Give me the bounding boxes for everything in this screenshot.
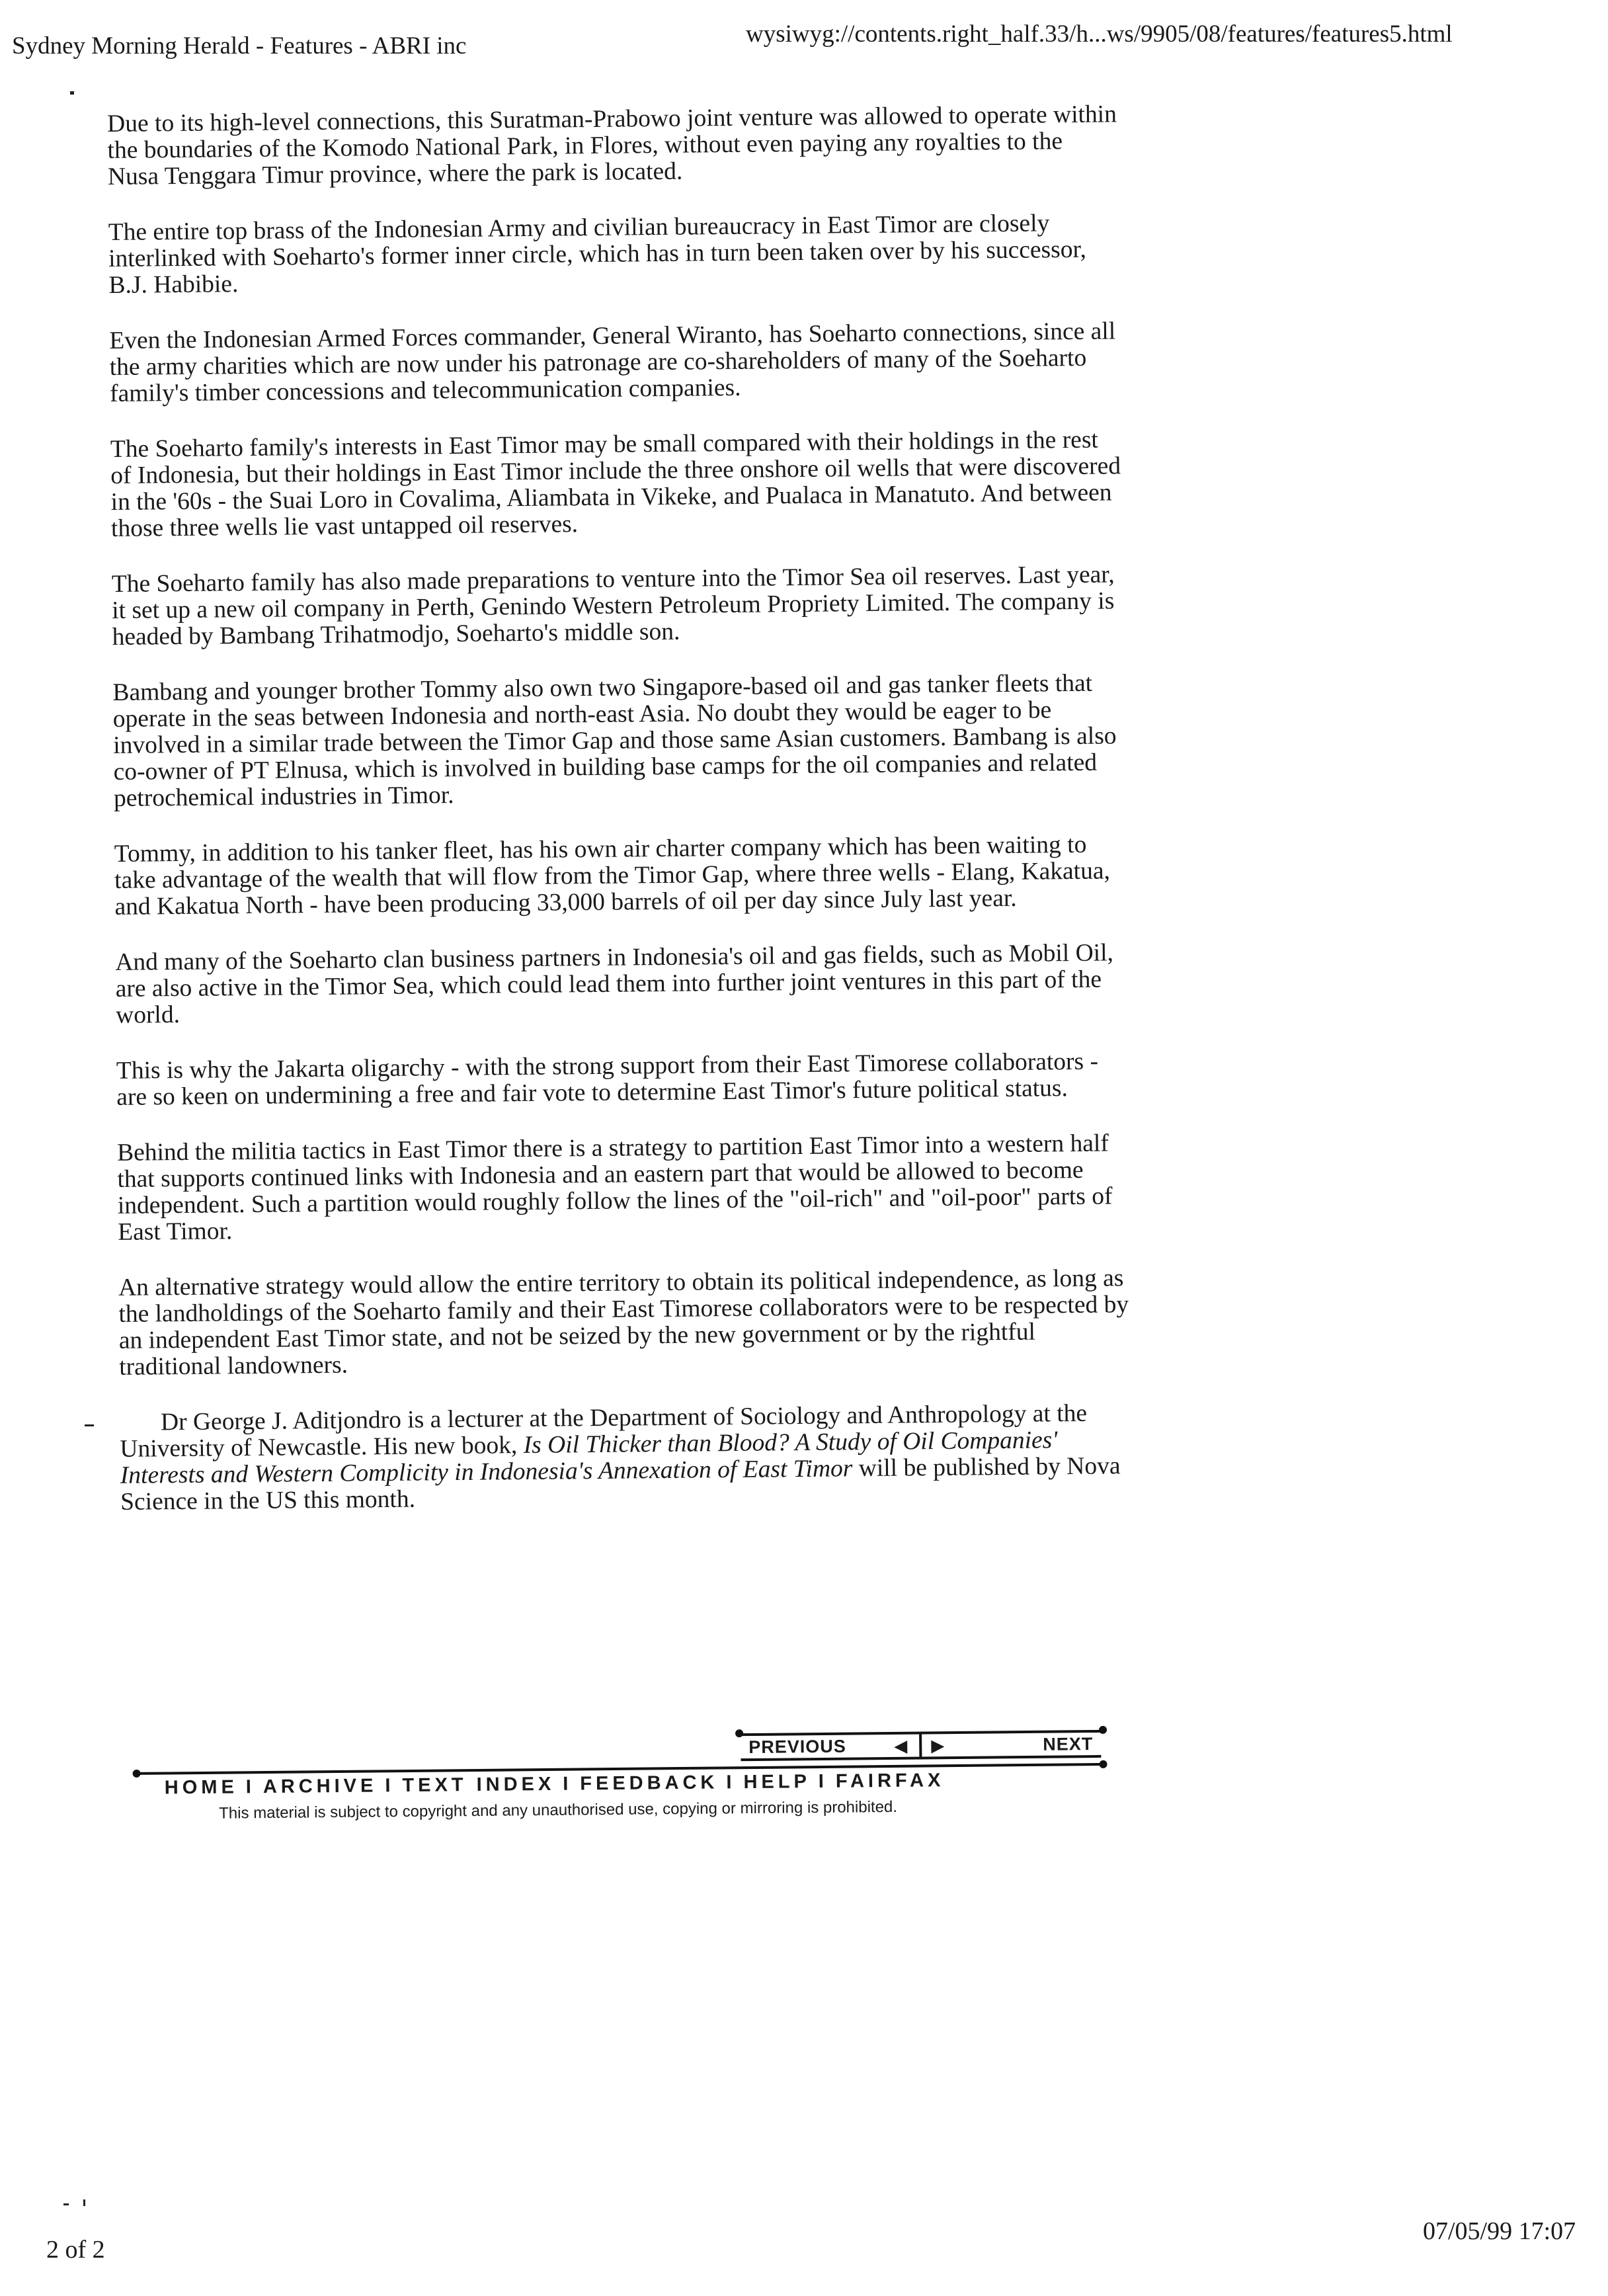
nav-link-fairfax[interactable]: FAIRFAX: [835, 1770, 945, 1792]
article-paragraph: Bambang and younger brother Tommy also own two Singapore-based oil and gas tanker fleets that operate in the seas between Indonesia and north-east Asia. No doubt they would be eager to be involved in a similar trade between the Timor Gap and those same Asian customers. Bambang is also co-owner of PT Elnusa, which is involved in building base camps for the oil companies and related petrochemical industries in Timor.: [112, 669, 1117, 812]
prev-next-divider: [919, 1735, 922, 1757]
article-paragraph: An alternative strategy would allow the entire territory to obtain its political independence, as long as the landholdings of the Soeharto family and their East Timorese collaborators were to be respected by an independent East Timor state, and not be seized by the new government or by the rightful traditional landowners.: [118, 1264, 1129, 1381]
arrow-left-icon[interactable]: ◀: [894, 1735, 908, 1756]
book-title: Is Oil Thicker than Blood? A Study of Oil Companies' Interests and Western Complicity in Indonesia's Annexation of East Timor: [120, 1426, 1058, 1489]
copyright-notice: This material is subject to copyright and any unauthorised use, copying or mirroring is prohibited.: [219, 1797, 898, 1823]
author-bio: [120, 1400, 1132, 1516]
author-bio-outro: will be published by Nova Science in the US this month.: [120, 1452, 1121, 1516]
next-button[interactable]: NEXT: [1043, 1734, 1094, 1754]
article-paragraph: Due to its high-level connections, this Suratman-Prabowo joint venture was allowed to operate within the boundaries of the Komodo National Park, in Flores, without even paying any royalties to the Nusa Tenggara Timur province, where the park is located.: [106, 101, 1117, 190]
article-paragraph: Tommy, in addition to his tanker fleet, has his own air charter company which has been waiting to take advantage of the wealth that will flow from the Timor Gap, where three wells - Elang, Kakatua, and Kakatua North - have been producing 33,000 barrels of oil per day since July last year.: [114, 831, 1111, 921]
article-body: [107, 101, 1133, 1545]
article-paragraph: Behind the militia tactics in East Timor there is a strategy to partition East Timor into a western half that supports continued links with Indonesia and an eastern part that would be allowed to become independent. Such a partition would roughly follow the lines of the "oil-rich" and "oil-poor" parts of East Timor.: [116, 1129, 1113, 1246]
scan-mark: [63, 2203, 69, 2205]
article-paragraph: This is why the Jakarta oligarchy - with the strong support from their East Timorese collaborators - are so keen on undermining a free and fair vote to determine East Timor's future political status.: [116, 1047, 1099, 1111]
prev-next-bar: [741, 1730, 1101, 1761]
site-navigation: [132, 1722, 1111, 1830]
nav-link-archive[interactable]: ARCHIVE: [262, 1775, 378, 1798]
article-paragraph: Even the Indonesian Armed Forces commander, General Wiranto, has Soeharto connections, since all the army charities which are now under his patronage are co-shareholders of many of the Soeharto family's timber concessions and telecommunication companies.: [109, 317, 1116, 407]
nav-separator: I: [818, 1770, 828, 1793]
article-paragraph: The Soeharto family's interests in East Timor may be small compared with their holdings in the rest of Indonesia, but their holdings in East Timor include the three onshore oil wells that were discovered in the '60s - the Suai Loro in Covalima, Aliambata in Vikeke, and Pualaca in Manatuto. And between those three wells lie vast untapped oil reserves.: [110, 426, 1121, 542]
page-header-url: wysiwyg://contents.right_half.33/h...ws/9905/08/features/features5.html: [746, 20, 1453, 48]
author-bio-intro: Dr George J. Aditjondro is a lecturer at the Department of Sociology and Anthropology at the University of Newcastle. His new book,: [120, 1399, 1088, 1463]
article-paragraph: The entire top brass of the Indonesian Army and civilian bureaucracy in East Timor are closely interlinked with Soeharto's former inner circle, which has in turn been taken over by his successor, B.J. Habibie.: [108, 210, 1087, 299]
previous-button[interactable]: PREVIOUS: [748, 1736, 846, 1758]
article-paragraph: The Soeharto family has also made preparations to venture into the Timor Sea oil reserves. Last year, it set up a new oil company in Perth, Genindo Western Petroleum Propriety Limited. The company is headed by Bambang Trihatmodjo, Soeharto's middle son.: [111, 561, 1115, 651]
nav-link-feedback[interactable]: FEEDBACK: [580, 1772, 719, 1795]
nav-separator: I: [245, 1776, 256, 1798]
nav-link-text-index[interactable]: TEXT INDEX: [402, 1773, 555, 1797]
nav-separator: I: [563, 1773, 573, 1795]
nav-link-home[interactable]: HOME: [164, 1776, 238, 1799]
scan-mark: [70, 91, 74, 95]
nav-separator: I: [385, 1775, 395, 1797]
arrow-right-icon[interactable]: ▶: [931, 1735, 945, 1756]
article-paragraph: And many of the Soeharto clan business partners in Indonesia's oil and gas fields, such as Mobil Oil, are also active in the Timor Sea, which could lead them into further joint ventures in this part of the world.: [115, 939, 1114, 1029]
nav-separator: I: [726, 1772, 736, 1793]
scan-mark: [83, 2199, 85, 2206]
nav-link-help[interactable]: HELP: [743, 1771, 811, 1793]
page-header-title: Sydney Morning Herald - Features - ABRI inc: [12, 32, 467, 60]
print-timestamp: 07/05/99 17:07: [1423, 2217, 1576, 2245]
page-number: 2 of 2: [46, 2236, 105, 2264]
scan-mark: [85, 1424, 94, 1426]
